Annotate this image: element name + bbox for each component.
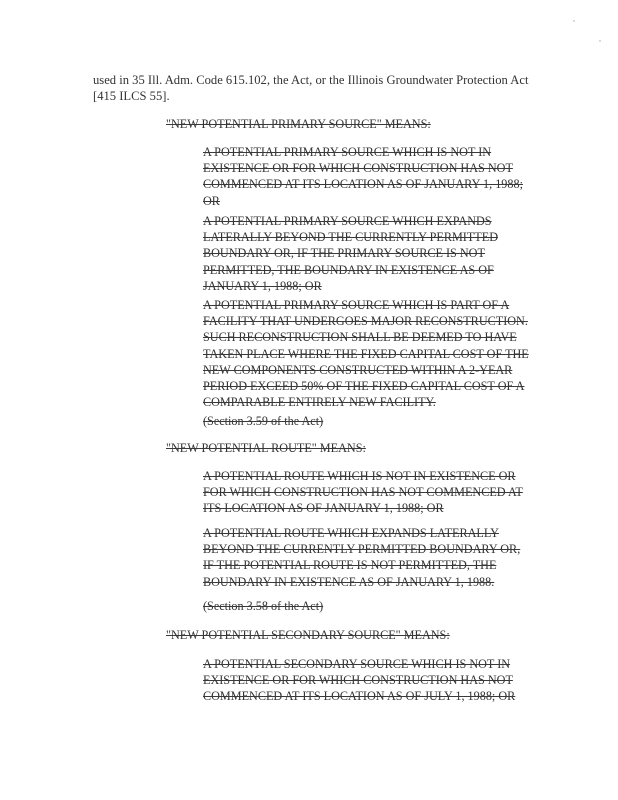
secondary-source-heading: "NEW POTENTIAL SECONDARY SOURCE" MEANS: bbox=[166, 628, 450, 642]
secondary-source-item-1: A POTENTIAL SECONDARY SOURCE WHICH IS NOT IN EXISTENCE OR FOR WHICH CONSTRUCTION HAS NOT COMMENCED AT ITS LOCATION AS OF JULY 1, 1988; OR bbox=[203, 657, 516, 704]
route-item-2: A POTENTIAL ROUTE WHICH EXPANDS LATERALLY BEYOND THE CURRENTLY PERMITTED BOUNDARY OR, IF THE POTENTIAL ROUTE IS NOT PERMITTED, THE BOUNDARY IN EXISTENCE AS OF JANUARY 1, 1988. bbox=[203, 526, 521, 589]
primary-source-item-3: A POTENTIAL PRIMARY SOURCE WHICH IS PART OF A FACILITY THAT UNDERGOES MAJOR RECONSTRUCTION. SUCH RECONSTRUCTION SHALL BE DEEMED TO HAVE TAKEN PLACE WHERE THE FIXED CAPITAL COST OF THE NEW COMPONENTS CONSTRUCTED WITHIN A 2-YEAR PERIOD EXCEED 50% OF THE FIXED CAPITAL COST OF A COMPARABLE ENTIRELY NEW FACILITY. bbox=[203, 298, 529, 410]
route-citation: (Section 3.58 of the Act) bbox=[203, 599, 324, 613]
primary-source-item-2: A POTENTIAL PRIMARY SOURCE WHICH EXPANDS LATERALLY BEYOND THE CURRENTLY PERMITTED BOUNDARY OR, IF THE PRIMARY SOURCE IS NOT PERMITTED, THE BOUNDARY IN EXISTENCE AS OF JANUARY 1, 1988; OR bbox=[203, 214, 499, 293]
primary-source-item-1: A POTENTIAL PRIMARY SOURCE WHICH IS NOT IN EXISTENCE OR FOR WHICH CONSTRUCTION HAS NOT COMMENCED AT ITS LOCATION AS OF JANUARY 1, 1988; OR bbox=[203, 145, 523, 208]
intro-paragraph bbox=[93, 72, 533, 104]
intro-line-1: used in 35 Ill. Adm. Code 615.102, the Act, or the Illinois Groundwater Protection Act bbox=[93, 73, 529, 87]
primary-source-citation: (Section 3.59 of the Act) bbox=[203, 414, 324, 428]
intro-line-2: [415 ILCS 55]. bbox=[93, 89, 170, 103]
scan-speck bbox=[573, 20, 575, 22]
scan-speck bbox=[599, 40, 601, 42]
route-item-1: A POTENTIAL ROUTE WHICH IS NOT IN EXISTENCE OR FOR WHICH CONSTRUCTION HAS NOT COMMENCED AT ITS LOCATION AS OF JANUARY 1, 1988; OR bbox=[203, 469, 523, 516]
primary-source-heading: "NEW POTENTIAL PRIMARY SOURCE" MEANS: bbox=[166, 117, 431, 131]
route-heading: "NEW POTENTIAL ROUTE" MEANS: bbox=[166, 441, 366, 455]
